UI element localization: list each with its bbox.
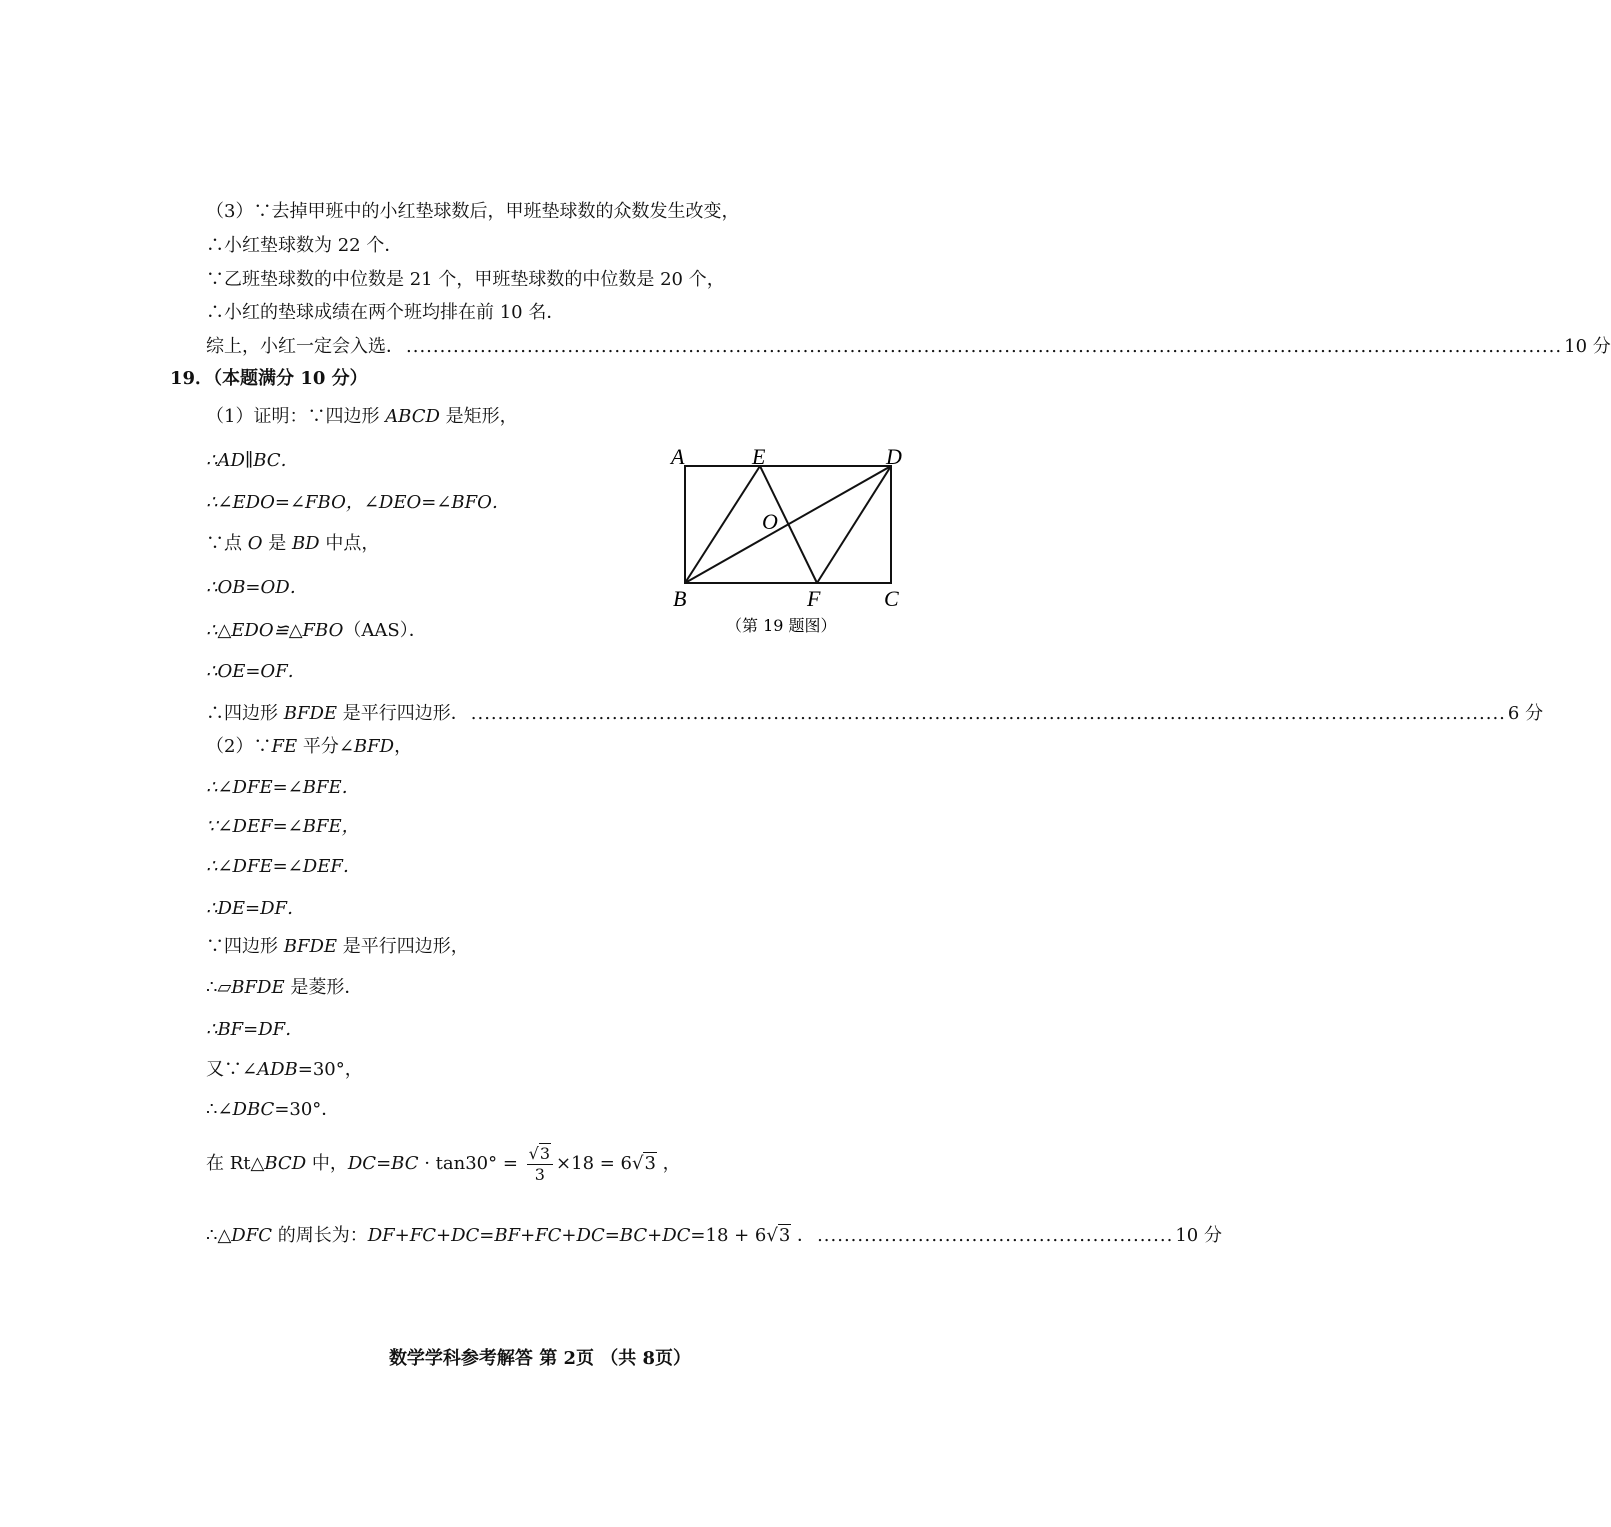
part3-line1: （3）∵去掉甲班中的小红垫球数后，甲班垫球数的众数发生改变， <box>206 201 740 222</box>
var: BD <box>291 533 320 554</box>
radicand: 3 <box>644 1153 656 1174</box>
var: DC=BC <box>347 1153 419 1174</box>
radicand: 3 <box>778 1225 791 1246</box>
figure-caption: （第 19 题图） <box>726 616 837 635</box>
var: DBC <box>232 1099 275 1120</box>
text: （AAS）． <box>343 620 427 641</box>
fraction-numerator: √3 <box>527 1144 553 1165</box>
text: ∴▱ <box>206 977 232 998</box>
var: FE <box>271 736 298 757</box>
text: （1）证明：∵四边形 <box>206 406 386 427</box>
var: ABCD <box>385 406 440 427</box>
q19-t8 <box>206 1058 363 1082</box>
part3-line4: ∴小红的垫球成绩在两个班均排在前 10 名． <box>206 302 565 323</box>
var: BFD <box>353 736 395 757</box>
label-A: A <box>671 444 685 469</box>
q19-t4: ∴DE=DF． <box>206 898 306 919</box>
fraction <box>527 1144 553 1185</box>
dot-leader: ..................................................... <box>817 1225 1174 1246</box>
text: ∵点 <box>206 533 248 554</box>
var: DF+FC+DC=BF+FC+DC=BC+DC= <box>367 1225 706 1246</box>
q19-s6: ∴OE=OF． <box>206 661 306 682</box>
var: BFDE <box>283 936 338 957</box>
q19-s4: ∴OB=OD． <box>206 577 308 598</box>
label-E: E <box>752 444 766 469</box>
page-footer: 数学学科参考解答 第 2页 （共 8页） <box>388 1348 692 1369</box>
q19-s3 <box>206 532 379 556</box>
text: 是矩形， <box>439 406 518 427</box>
q19-t11-text: ∴△DFC 的周长为：DF+FC+DC=BF+FC+DC=BC+DC=18 + 6√3 ． <box>206 1225 816 1246</box>
q19-t5 <box>206 935 469 959</box>
text: 是平行四边形， <box>337 936 469 957</box>
text: ∴四边形 <box>206 703 284 724</box>
label-F: F <box>807 586 821 611</box>
text: （2）∵ <box>206 736 272 757</box>
q19-s7-text <box>206 702 469 726</box>
var: BFDE <box>231 977 285 998</box>
label-C: C <box>884 586 899 611</box>
text: ×18 = 6 <box>556 1153 632 1174</box>
segment-FD <box>817 466 891 583</box>
q19-t11 <box>206 1224 1222 1248</box>
text: 又∵∠ <box>206 1059 258 1080</box>
label-O: O <box>762 509 778 534</box>
text: · tan30° = <box>418 1153 524 1174</box>
text: 的周长为： <box>272 1225 368 1246</box>
var: BFDE <box>283 703 338 724</box>
text: ， <box>656 1153 681 1174</box>
text: =30°， <box>297 1059 363 1080</box>
score-10: 10 分 <box>1175 1225 1222 1246</box>
text: ． <box>791 1225 816 1246</box>
dot-leader: ............................................................................................................................................................................ <box>406 336 1563 357</box>
text: =30°． <box>274 1099 340 1120</box>
part3-conclusion-text: 综上，小红一定会入选． <box>206 336 404 357</box>
q19-t10: 在 Rt△BCD 中，DC=BC · tan30° = $\frac{√3}{3}$ ×18 = 6√3 ， <box>206 1143 681 1184</box>
q19-p1-intro <box>206 405 518 429</box>
text: 是平行四边形． <box>337 703 469 724</box>
var: DFC <box>231 1225 272 1246</box>
q19-s1: ∴AD∥BC． <box>206 450 299 471</box>
text: ∴∠ <box>206 1099 233 1120</box>
radicand: 3 <box>539 1143 551 1163</box>
label-B: B <box>673 586 687 611</box>
q19-figure <box>660 438 920 638</box>
score-6: 6 分 <box>1507 703 1544 724</box>
segment-BE <box>685 466 760 583</box>
text: ∵四边形 <box>206 936 284 957</box>
score-10: 10 分 <box>1564 336 1611 357</box>
text: 中点， <box>319 533 380 554</box>
q19-s7 <box>206 702 1544 726</box>
q19-s5 <box>206 619 427 643</box>
text: ， <box>394 736 413 757</box>
q19-s2: ∴∠EDO=∠FBO，∠DEO=∠BFO． <box>206 492 510 513</box>
q19-t9 <box>206 1098 339 1122</box>
q19-t3: ∴∠DFE=∠DEF． <box>206 856 361 877</box>
label-D: D <box>886 444 902 469</box>
q19-t1: ∴∠DFE=∠BFE． <box>206 777 360 798</box>
text: 中， <box>306 1153 348 1174</box>
text: 18 + 6 <box>705 1225 767 1246</box>
part3-line2: ∴小红垫球数为 22 个． <box>206 235 403 256</box>
fraction-denominator: 3 <box>534 1164 545 1184</box>
text: 平分∠ <box>297 736 354 757</box>
q19-t7: ∴BF=DF． <box>206 1019 304 1040</box>
dot-leader: .......................................................................................................................................................... <box>470 703 1506 724</box>
text: 在 Rt△ <box>206 1153 265 1174</box>
text: 是 <box>262 533 292 554</box>
var: BCD <box>264 1153 307 1174</box>
q19-t2: ∵∠DEF=∠BFE， <box>206 816 360 837</box>
text: 是菱形． <box>284 977 363 998</box>
q19-p2 <box>206 735 412 759</box>
part3-conclusion <box>206 335 1611 359</box>
q19-heading: 19．（本题满分 10 分） <box>170 368 368 389</box>
part3-line3: ∵乙班垫球数的中位数是 21 个，甲班垫球数的中位数是 20 个， <box>206 269 725 290</box>
var: ADB <box>257 1059 298 1080</box>
text: ∴△ <box>206 1225 232 1246</box>
var: O <box>247 533 263 554</box>
q19-t6 <box>206 976 362 1000</box>
congruence: ∴△EDO≌△FBO <box>206 620 344 641</box>
